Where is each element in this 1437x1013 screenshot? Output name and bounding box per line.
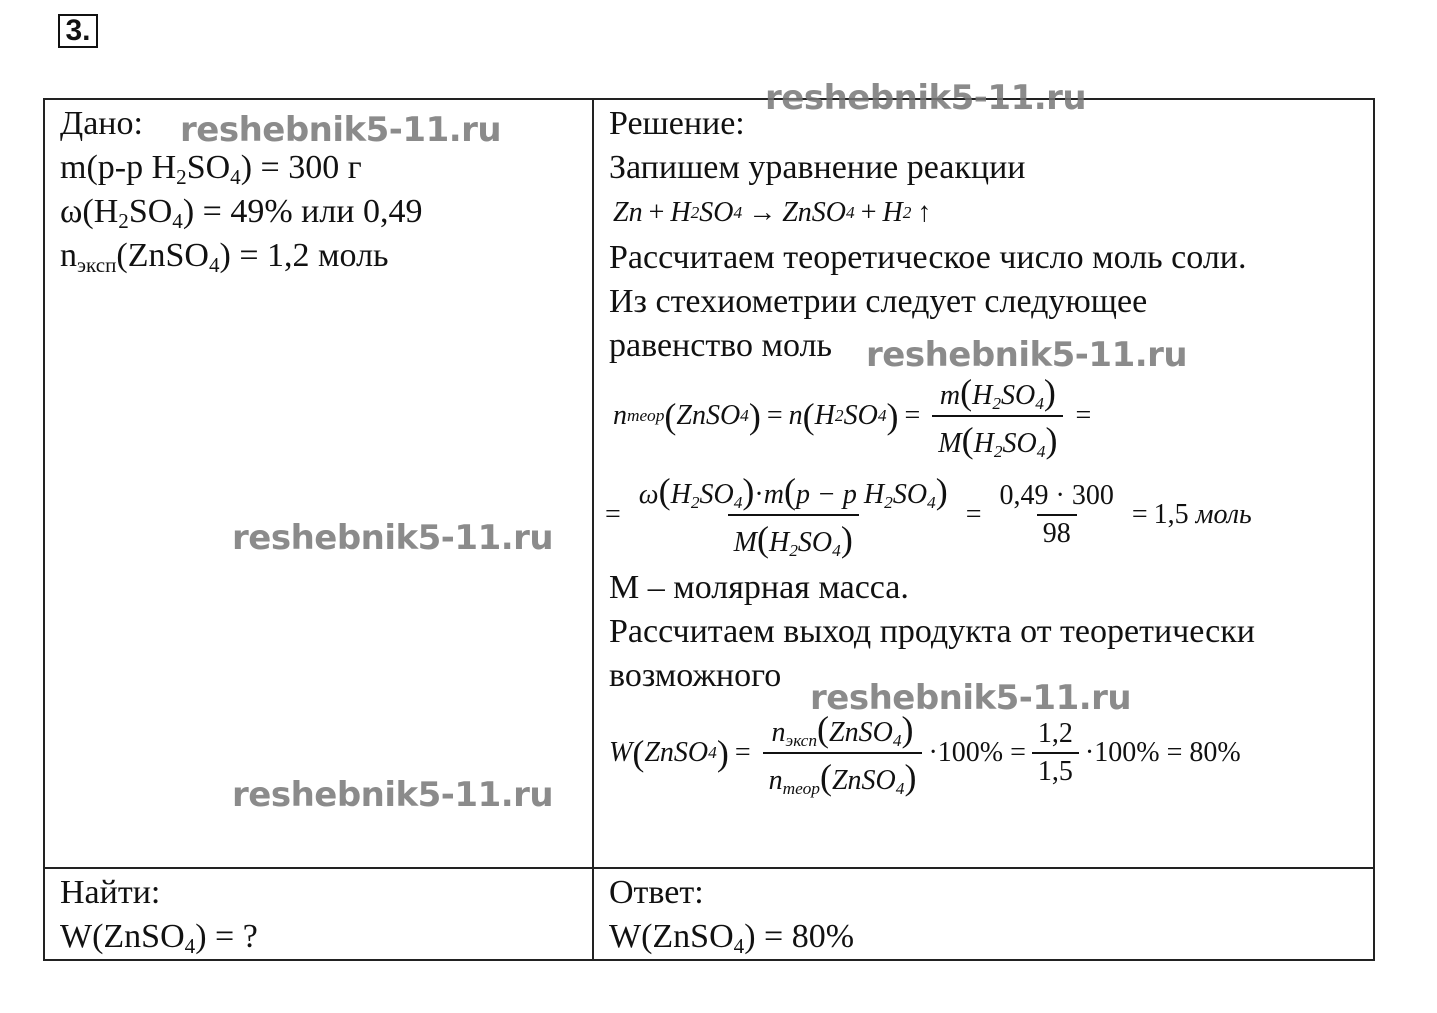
find-line: W(ZnSO$_4$) = ? [60, 918, 258, 958]
watermark-text: reshebnik5-11.ru [232, 775, 554, 815]
fraction-exp-over-theor: $\frac{n_{эксп}(ZnSO_4)}{n_{теор}(ZnSO_4)}$ [763, 708, 923, 798]
watermark-text: reshebnik5-11.ru [765, 78, 1087, 118]
watermark-text: reshebnik5-11.ru [810, 678, 1132, 718]
mass-over-molar-fraction: $\frac{m(H_2SO_4)}{M(H_2SO_4)}$ [932, 371, 1063, 461]
find-title: Найти: [60, 874, 161, 911]
given-title: Дано: [60, 105, 143, 142]
find-cell [44, 868, 593, 960]
solution-paragraph-1: Запишем уравнение реакции [609, 149, 1026, 186]
fraction-1-2-over-1-5: $\frac{1,2}{1,5}$ [1032, 718, 1079, 788]
given-cell [44, 99, 593, 868]
moles-calculation-equation: = $\frac{\omega(H_2SO_4)\cdot m(p - p H_2SO_4)}{M(H_2SO_4)}$ = $\frac{0,49 \cdot 300}{98}$ = 1,5 моль [605, 471, 1252, 560]
answer-title: Ответ: [609, 874, 704, 911]
solution-paragraph-7: возможного [609, 657, 782, 694]
given-line-fraction: $\omega(H_2SO_4) = 49\%$ или 0,49 [60, 193, 423, 233]
fraction-omega-mass: $\frac{\omega(H_2SO_4)\cdot m(p - p H_2SO_4)}{M(H_2SO_4)}$ [638, 471, 948, 560]
answer-line: W(ZnSO$_4$) = 80% [609, 918, 855, 958]
watermark-text: reshebnik5-11.ru [232, 518, 554, 558]
fraction-numeric: $\frac{0,49 \cdot 300}{98}$ [999, 480, 1114, 549]
solution-paragraph-3: Из стехиометрии следует следующее [609, 283, 1148, 320]
reaction-equation: Zn + H 2 SO 4 → ZnSO 4 + H 2 ↑ [613, 197, 932, 228]
watermark-text: reshebnik5-11.ru [180, 110, 502, 150]
solution-paragraph-5: M – молярная масса. [609, 569, 909, 606]
answer-cell [593, 868, 1374, 960]
given-line-mass: m(р-р $H_2SO_4) = 300$ г [60, 149, 362, 189]
solution-cell [593, 99, 1374, 868]
given-line-moles: $n_{эксп}(ZnSO_4) = 1,2$ моль [60, 237, 389, 277]
solution-paragraph-2: Рассчитаем теоретическое число моль соли. [609, 239, 1247, 276]
yield-equation: W ( ZnSO 4 ) = $\frac{n_{эксп}(ZnSO_4)}{n_{теор}(ZnSO_4)}$ ·100% = $\frac{1,2}{1,5}$ ·100% = 80% [609, 709, 1241, 798]
problem-number: 3. [58, 14, 98, 48]
watermark-text: reshebnik5-11.ru [866, 335, 1188, 375]
solution-title: Решение: [609, 105, 745, 142]
solution-paragraph-6: Рассчитаем выход продукта от теоретически [609, 613, 1255, 650]
solution-paragraph-4: равенство моль [609, 327, 833, 364]
theoretical-moles-equation: n теор ( ZnSO 4 ) = n ( H 2 SO 4 ) = $\frac{m(H_2SO_4)}{M(H_2SO_4)}$ = [613, 372, 1092, 461]
